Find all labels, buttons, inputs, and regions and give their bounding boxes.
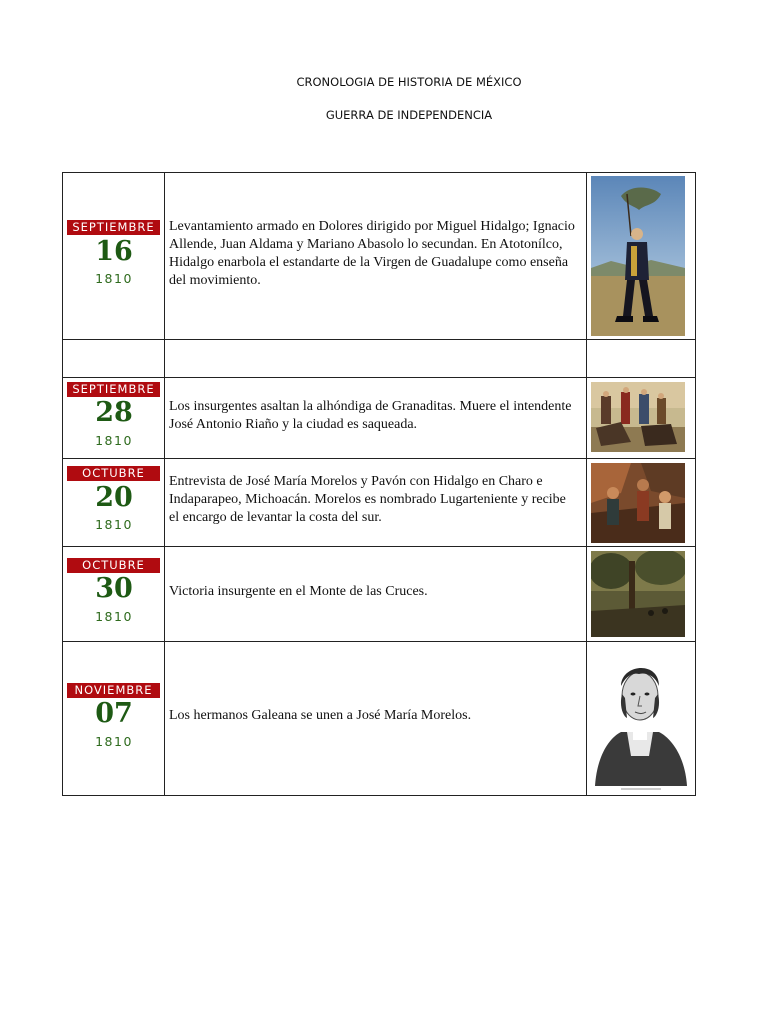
- timeline-row: [62, 377, 696, 459]
- day-number: 20: [95, 482, 133, 513]
- image-cell: [587, 459, 697, 546]
- event-cell: [165, 642, 587, 795]
- granaditas-painting: [591, 382, 685, 452]
- hidalgo-banner-painting: [591, 176, 685, 336]
- image-cell: [587, 378, 697, 458]
- page-title: CRONOLOGIA DE HISTORIA DE MÉXICO: [296, 75, 522, 89]
- month-badge: NOVIEMBRE: [67, 683, 160, 698]
- year-label: 1810: [95, 271, 133, 286]
- date-cell: [63, 547, 165, 641]
- year-label: 1810: [95, 433, 133, 448]
- event-description: Victoria insurgente en el Monte de las Cruces.: [169, 584, 428, 599]
- spacer-row: [62, 339, 696, 378]
- event-cell: [165, 378, 587, 458]
- day-number: 30: [95, 573, 133, 604]
- day-number: 16: [95, 236, 133, 267]
- year-label: 1810: [95, 609, 133, 624]
- event-cell: [165, 547, 587, 641]
- date-cell: [63, 459, 165, 546]
- morelos-hidalgo-mural: [591, 463, 685, 543]
- date-cell: [63, 642, 165, 795]
- page-subtitle: GUERRA DE INDEPENDENCIA: [325, 108, 493, 122]
- timeline-row: [62, 458, 696, 547]
- date-cell: [63, 173, 165, 339]
- event-cell: [165, 340, 587, 377]
- event-cell: [165, 459, 587, 546]
- timeline-row: [62, 546, 696, 642]
- month-badge: OCTUBRE: [67, 466, 160, 481]
- month-badge: OCTUBRE: [67, 558, 160, 573]
- day-number: 07: [95, 698, 133, 729]
- date-cell: [63, 340, 165, 377]
- timeline-row: [62, 172, 696, 340]
- galeana-portrait-engraving: [591, 646, 689, 792]
- event-description: Los insurgentes asaltan la alhóndiga de Granaditas. Muere el intendente José Antonio Riaño y la ciudad es saqueada.: [169, 399, 572, 432]
- day-number: 28: [95, 397, 133, 428]
- image-cell: [587, 642, 697, 795]
- month-badge: SEPTIEMBRE: [67, 220, 160, 235]
- year-label: 1810: [95, 517, 133, 532]
- event-description: Los hermanos Galeana se unen a José María Morelos.: [169, 708, 472, 723]
- date-cell: [63, 378, 165, 458]
- image-cell: [587, 547, 697, 641]
- timeline-row: [62, 641, 696, 796]
- event-description: Entrevista de José María Morelos y Pavón con Hidalgo en Charo e Indaparapeo, Michoacán. Morelos es nombrado Lugarteniente y recibe el encargo de levantar la costa del sur.: [169, 474, 566, 525]
- month-badge: SEPTIEMBRE: [67, 382, 160, 397]
- year-label: 1810: [95, 734, 133, 749]
- image-cell: [587, 340, 697, 377]
- event-description: Levantamiento armado en Dolores dirigido por Miguel Hidalgo; Ignacio Allende, Juan Aldama y Mariano Abasolo lo secundan. En Atotonílco, Hidalgo enarbola el estandarte de la Virgen de Guadalupe como enseña del movimiento.: [169, 219, 575, 288]
- event-cell: [165, 173, 587, 339]
- monte-de-las-cruces-painting: [591, 551, 685, 637]
- image-cell: [587, 173, 697, 339]
